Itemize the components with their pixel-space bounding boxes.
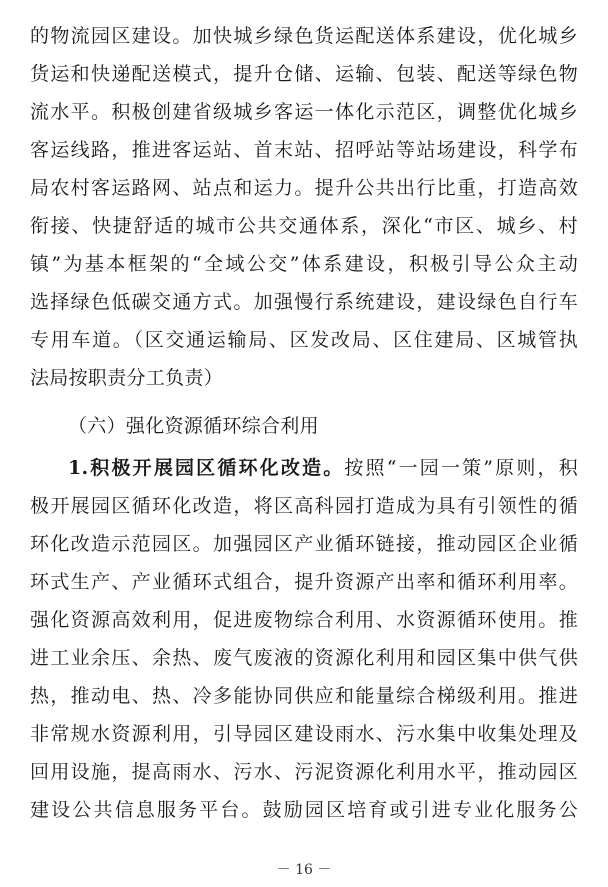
paragraph-line: 选择绿色低碳交通方式。加强慢行系统建设，建设绿色自行车 bbox=[30, 291, 578, 313]
paragraph-line: 回用设施，提高雨水、污水、污泥资源化利用水平，推动园区 bbox=[30, 761, 578, 783]
paragraph-line: 客运线路，推进客运站、首末站、招呼站等站场建设，科学布 bbox=[30, 139, 578, 161]
paragraph-line: 环式生产、产业循环式组合，提升资源产出率和循环利用率。 bbox=[30, 571, 578, 593]
paragraph-first-line bbox=[68, 456, 578, 480]
paragraph-line: 环化改造示范园区。加强园区产业循环链接，推动园区企业循 bbox=[30, 533, 578, 555]
paragraph-line: 非常规水资源利用，引导园区建设雨水、污水集中收集处理及 bbox=[30, 723, 578, 745]
paragraph-line: 热，推动电、热、冷多能协同供应和能量综合梯级利用。推进 bbox=[30, 685, 578, 707]
paragraph-line: 极开展园区循环化改造，将区高科园打造成为具有引领性的循 bbox=[30, 495, 578, 517]
section-heading: （六）强化资源循环综合利用 bbox=[68, 415, 319, 437]
paragraph-line: 流水平。积极创建省级城乡客运一体化示范区，调整优化城乡 bbox=[30, 101, 578, 123]
paragraph-line: 局农村客运路网、站点和运力。提升公共出行比重，打造高效 bbox=[30, 177, 578, 199]
paragraph-line: 衔接、快捷舒适的城市公共交通体系，深化“市区、城乡、村 bbox=[30, 215, 578, 237]
paragraph-line: 建设公共信息服务平台。鼓励园区培育或引进专业化服务公 bbox=[30, 799, 578, 821]
paragraph-line: 的物流园区建设。加快城乡绿色货运配送体系建设，优化城乡 bbox=[30, 25, 578, 47]
bold-subheading: 1.积极开展园区循环化改造。 bbox=[68, 457, 345, 479]
paragraph-line: 镇”为基本框架的“全域公交”体系建设，积极引导公众主动 bbox=[30, 253, 578, 275]
paragraph-line: 法局按职责分工负责） bbox=[30, 367, 224, 389]
paragraph-line: 货运和快递配送模式，提升仓储、运输、包装、配送等绿色物 bbox=[30, 63, 578, 85]
paragraph-text: 按照“一园一策”原则，积 bbox=[344, 457, 578, 479]
page-number: － 16 － bbox=[276, 862, 332, 878]
paragraph-line: 进工业余压、余热、废气废液的资源化利用和园区集中供气供 bbox=[30, 647, 578, 669]
paragraph-line: 强化资源高效利用，促进废物综合利用、水资源循环使用。推 bbox=[30, 609, 578, 631]
paragraph-line: 专用车道。（区交通运输局、区发改局、区住建局、区城管执 bbox=[30, 329, 578, 351]
